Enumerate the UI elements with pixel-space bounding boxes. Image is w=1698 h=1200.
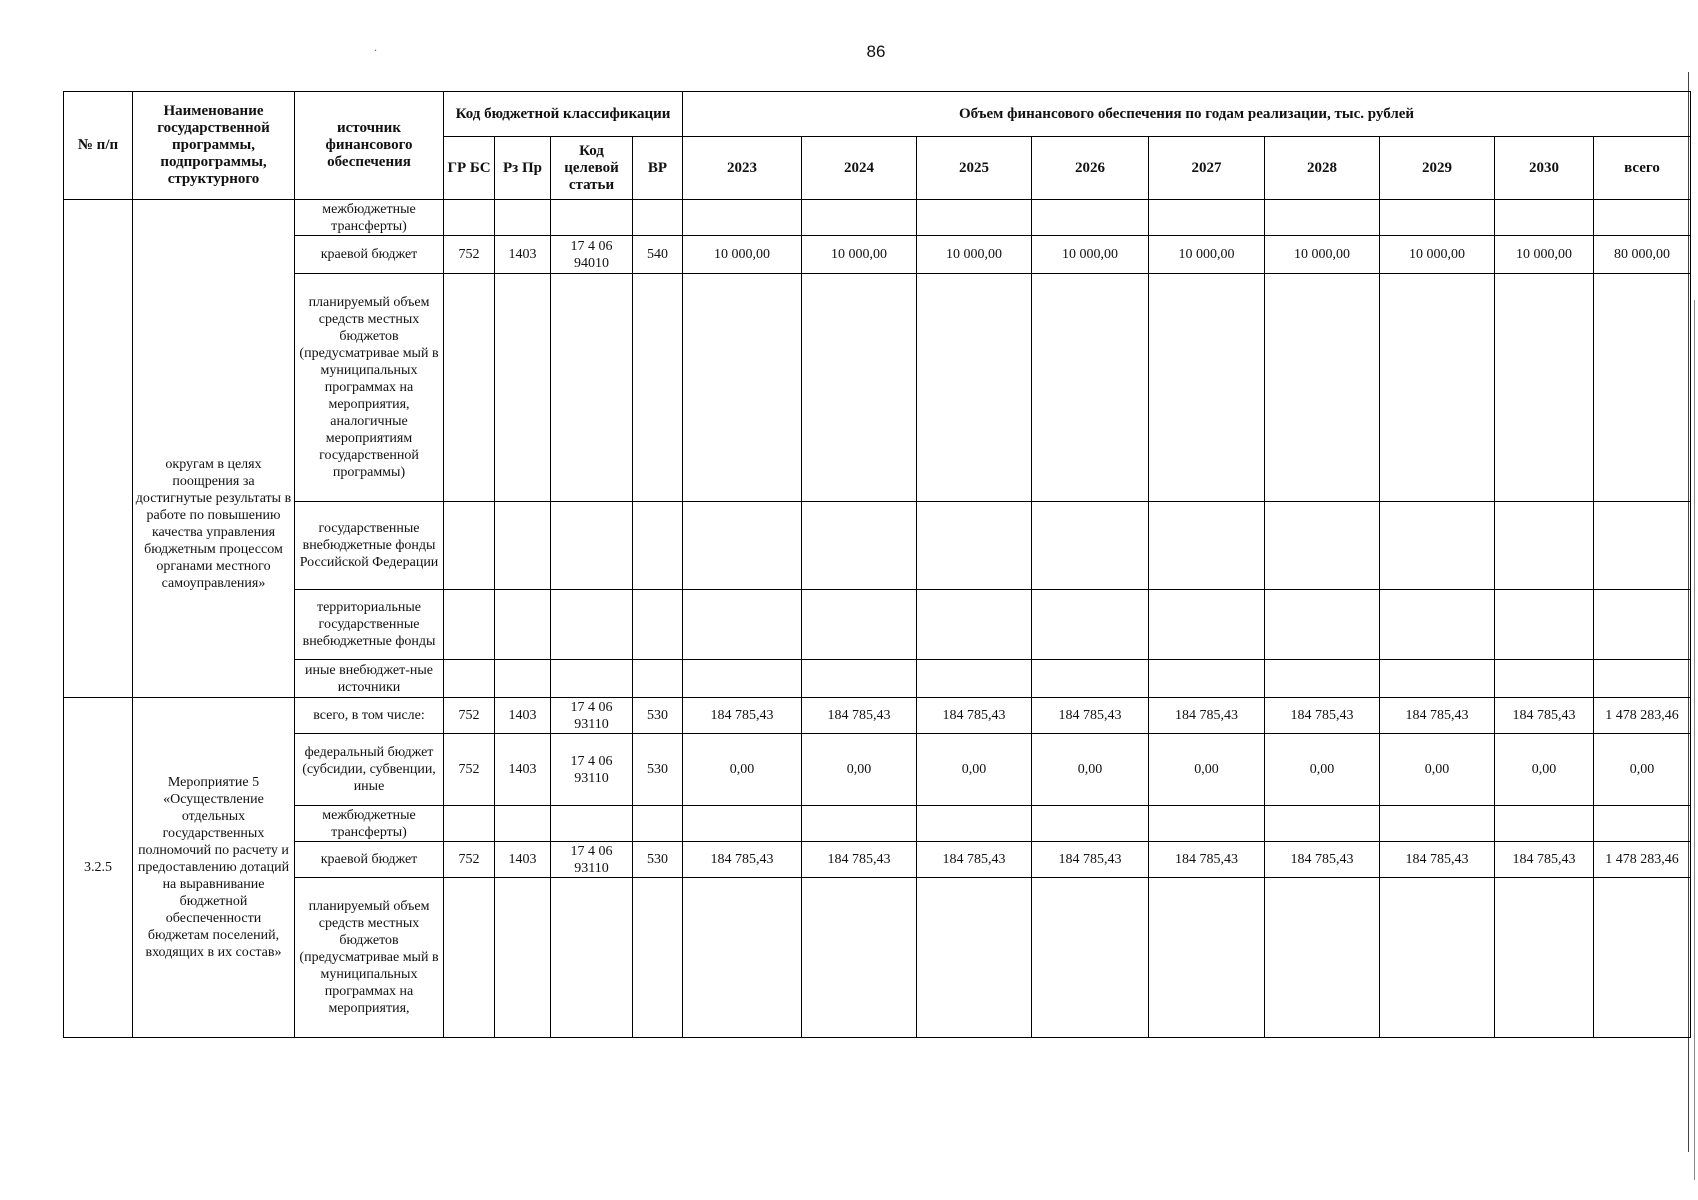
target-article-code xyxy=(551,660,633,698)
year-value xyxy=(1032,660,1149,698)
col-source-header: источник финансового обеспечения xyxy=(295,92,444,200)
target-article-code xyxy=(551,274,633,502)
year-value: 184 785,43 xyxy=(1380,842,1495,878)
year-value xyxy=(1149,660,1265,698)
volume-group-header: Объем финансового обеспечения по годам реализации, тыс. рублей xyxy=(683,92,1691,137)
vr-code: 540 xyxy=(633,236,683,274)
table-row xyxy=(64,842,1691,878)
total-value xyxy=(1594,878,1691,1038)
rzpr-code: 1403 xyxy=(495,734,551,806)
year-value: 10 000,00 xyxy=(802,236,917,274)
row-number xyxy=(64,200,133,698)
year-value xyxy=(1032,200,1149,236)
year-value: 184 785,43 xyxy=(802,842,917,878)
grbs-code: 752 xyxy=(444,698,495,734)
financing-source: межбюджетные трансферты) xyxy=(295,200,444,236)
total-header: всего xyxy=(1594,137,1691,200)
target-article-code: 17 4 06 93110 xyxy=(551,698,633,734)
year-value xyxy=(683,200,802,236)
year-header-2023: 2023 xyxy=(683,137,802,200)
year-value xyxy=(1032,590,1149,660)
total-value xyxy=(1594,274,1691,502)
col-kcs-header: Код целевой статьи xyxy=(551,137,633,200)
year-value: 184 785,43 xyxy=(1495,842,1594,878)
vr-code xyxy=(633,878,683,1038)
rzpr-code xyxy=(495,200,551,236)
year-value: 184 785,43 xyxy=(1032,842,1149,878)
total-value xyxy=(1594,660,1691,698)
year-value xyxy=(1032,878,1149,1038)
year-value xyxy=(1495,806,1594,842)
grbs-code xyxy=(444,590,495,660)
year-value: 184 785,43 xyxy=(683,842,802,878)
year-value xyxy=(1032,502,1149,590)
rzpr-code: 1403 xyxy=(495,698,551,734)
vr-code xyxy=(633,200,683,236)
grbs-code: 752 xyxy=(444,842,495,878)
year-value xyxy=(917,200,1032,236)
year-value xyxy=(683,660,802,698)
grbs-code xyxy=(444,878,495,1038)
financing-source: краевой бюджет xyxy=(295,842,444,878)
year-value xyxy=(802,878,917,1038)
target-article-code: 17 4 06 93110 xyxy=(551,842,633,878)
year-value: 10 000,00 xyxy=(1495,236,1594,274)
rzpr-code: 1403 xyxy=(495,236,551,274)
year-value xyxy=(1032,274,1149,502)
year-value: 10 000,00 xyxy=(1265,236,1380,274)
year-value xyxy=(1495,502,1594,590)
year-value: 0,00 xyxy=(1380,734,1495,806)
year-header-2026: 2026 xyxy=(1032,137,1149,200)
year-header-2024: 2024 xyxy=(802,137,917,200)
target-article-code xyxy=(551,806,633,842)
year-value xyxy=(1380,274,1495,502)
year-value: 184 785,43 xyxy=(1149,698,1265,734)
year-value: 0,00 xyxy=(917,734,1032,806)
target-article-code xyxy=(551,200,633,236)
vr-code xyxy=(633,806,683,842)
year-value: 10 000,00 xyxy=(1380,236,1495,274)
financing-source: федеральный бюджет (субсидии, субвенции, иные xyxy=(295,734,444,806)
total-value xyxy=(1594,502,1691,590)
table-row xyxy=(64,236,1691,274)
year-value: 0,00 xyxy=(1149,734,1265,806)
year-value xyxy=(802,590,917,660)
year-value: 0,00 xyxy=(683,734,802,806)
target-article-code xyxy=(551,590,633,660)
table-row xyxy=(64,806,1691,842)
rzpr-code: 1403 xyxy=(495,842,551,878)
col-vr-header: ВР xyxy=(633,137,683,200)
year-value xyxy=(1380,200,1495,236)
year-value xyxy=(802,660,917,698)
year-value xyxy=(1149,502,1265,590)
grbs-code xyxy=(444,200,495,236)
year-value xyxy=(1149,590,1265,660)
table-row xyxy=(64,878,1691,1038)
year-value xyxy=(917,502,1032,590)
year-header-2030: 2030 xyxy=(1495,137,1594,200)
row-number: 3.2.5 xyxy=(64,698,133,1038)
col-no-header: № п/п xyxy=(64,92,133,200)
grbs-code: 752 xyxy=(444,734,495,806)
year-value xyxy=(1149,200,1265,236)
year-value xyxy=(1265,806,1380,842)
year-value: 184 785,43 xyxy=(802,698,917,734)
year-value xyxy=(1265,590,1380,660)
year-value xyxy=(802,502,917,590)
year-value: 184 785,43 xyxy=(683,698,802,734)
year-value: 0,00 xyxy=(1495,734,1594,806)
target-article-code xyxy=(551,502,633,590)
year-value xyxy=(1495,200,1594,236)
financing-source: государственные внебюджетные фонды Российской Федерации xyxy=(295,502,444,590)
year-value: 184 785,43 xyxy=(917,698,1032,734)
vr-code: 530 xyxy=(633,698,683,734)
target-article-code: 17 4 06 94010 xyxy=(551,236,633,274)
year-value xyxy=(683,590,802,660)
table-row xyxy=(64,502,1691,590)
vr-code xyxy=(633,502,683,590)
year-value: 184 785,43 xyxy=(1265,842,1380,878)
year-value xyxy=(1149,274,1265,502)
col-name-header: Наименование государственной программы, подпрограммы, структурного xyxy=(133,92,295,200)
financing-source: всего, в том числе: xyxy=(295,698,444,734)
year-value xyxy=(917,878,1032,1038)
year-value xyxy=(917,274,1032,502)
year-value xyxy=(1265,274,1380,502)
year-value: 184 785,43 xyxy=(1265,698,1380,734)
grbs-code xyxy=(444,274,495,502)
program-name: округам в целях поощрения за достигнутые результаты в работе по повышению качества управления бюджетным процессом органами местного самоуправления» xyxy=(133,200,295,698)
year-value xyxy=(1265,878,1380,1038)
year-value xyxy=(1265,660,1380,698)
year-value: 184 785,43 xyxy=(1495,698,1594,734)
table-row xyxy=(64,660,1691,698)
year-value xyxy=(1265,200,1380,236)
stray-mark: . xyxy=(374,40,377,54)
year-value: 0,00 xyxy=(802,734,917,806)
total-value: 1 478 283,46 xyxy=(1594,842,1691,878)
year-header-2029: 2029 xyxy=(1380,137,1495,200)
year-value xyxy=(683,878,802,1038)
year-value: 184 785,43 xyxy=(1380,698,1495,734)
target-article-code xyxy=(551,878,633,1038)
col-rzpr-header: Рз Пр xyxy=(495,137,551,200)
year-value: 184 785,43 xyxy=(1149,842,1265,878)
year-value xyxy=(683,806,802,842)
year-value: 184 785,43 xyxy=(1032,698,1149,734)
year-value: 10 000,00 xyxy=(917,236,1032,274)
vr-code xyxy=(633,660,683,698)
year-value xyxy=(1380,590,1495,660)
total-value xyxy=(1594,806,1691,842)
year-value: 10 000,00 xyxy=(683,236,802,274)
vr-code: 530 xyxy=(633,842,683,878)
year-value xyxy=(1380,660,1495,698)
year-value xyxy=(917,590,1032,660)
program-name: Мероприятие 5 «Осуществление отдельных государственных полномочий по расчету и предоставлению дотаций на выравнивание бюджетной обеспеченности бюджетам поселений, входящих в их состав» xyxy=(133,698,295,1038)
year-value xyxy=(1149,806,1265,842)
target-article-code: 17 4 06 93110 xyxy=(551,734,633,806)
table-row xyxy=(64,734,1691,806)
rzpr-code xyxy=(495,590,551,660)
table-row xyxy=(64,274,1691,502)
financing-source: территориальные государственные внебюджетные фонды xyxy=(295,590,444,660)
col-grbs-header: ГР БС xyxy=(444,137,495,200)
vr-code xyxy=(633,590,683,660)
vr-code xyxy=(633,274,683,502)
year-value xyxy=(1495,590,1594,660)
rzpr-code xyxy=(495,274,551,502)
year-header-2025: 2025 xyxy=(917,137,1032,200)
year-value xyxy=(683,274,802,502)
financing-source: краевой бюджет xyxy=(295,236,444,274)
financing-source: межбюджетные трансферты) xyxy=(295,806,444,842)
table-row xyxy=(64,698,1691,734)
right-edge-line-2 xyxy=(1694,300,1695,1180)
year-value: 184 785,43 xyxy=(917,842,1032,878)
budget-code-group-header: Код бюджетной классификации xyxy=(444,92,683,137)
total-value: 80 000,00 xyxy=(1594,236,1691,274)
year-value xyxy=(917,660,1032,698)
rzpr-code xyxy=(495,806,551,842)
rzpr-code xyxy=(495,878,551,1038)
year-value xyxy=(917,806,1032,842)
year-value: 0,00 xyxy=(1265,734,1380,806)
year-value xyxy=(1265,502,1380,590)
total-value: 0,00 xyxy=(1594,734,1691,806)
rzpr-code xyxy=(495,502,551,590)
grbs-code xyxy=(444,660,495,698)
year-value: 10 000,00 xyxy=(1032,236,1149,274)
year-header-2027: 2027 xyxy=(1149,137,1265,200)
financing-table xyxy=(63,91,1691,1038)
year-value xyxy=(1495,878,1594,1038)
year-value xyxy=(1495,274,1594,502)
table-row xyxy=(64,590,1691,660)
total-value xyxy=(1594,590,1691,660)
year-value xyxy=(1380,878,1495,1038)
grbs-code: 752 xyxy=(444,236,495,274)
year-value xyxy=(1380,502,1495,590)
year-value xyxy=(1495,660,1594,698)
table-row xyxy=(64,200,1691,236)
page-number: 86 xyxy=(866,42,886,61)
year-value xyxy=(1380,806,1495,842)
year-value xyxy=(1032,806,1149,842)
total-value xyxy=(1594,200,1691,236)
financing-source: планируемый объем средств местных бюджетов (предусматривае мый в муниципальных программах на мероприятия, xyxy=(295,878,444,1038)
rzpr-code xyxy=(495,660,551,698)
year-header-2028: 2028 xyxy=(1265,137,1380,200)
year-value xyxy=(802,806,917,842)
year-value xyxy=(802,274,917,502)
grbs-code xyxy=(444,502,495,590)
financing-source: иные внебюджет-ные источники xyxy=(295,660,444,698)
total-value: 1 478 283,46 xyxy=(1594,698,1691,734)
year-value: 10 000,00 xyxy=(1149,236,1265,274)
year-value xyxy=(1149,878,1265,1038)
year-value xyxy=(802,200,917,236)
year-value: 0,00 xyxy=(1032,734,1149,806)
financing-source: планируемый объем средств местных бюджетов (предусматривае мый в муниципальных программах на мероприятия, аналогичные мероприятиям государственной программы) xyxy=(295,274,444,502)
vr-code: 530 xyxy=(633,734,683,806)
grbs-code xyxy=(444,806,495,842)
year-value xyxy=(683,502,802,590)
